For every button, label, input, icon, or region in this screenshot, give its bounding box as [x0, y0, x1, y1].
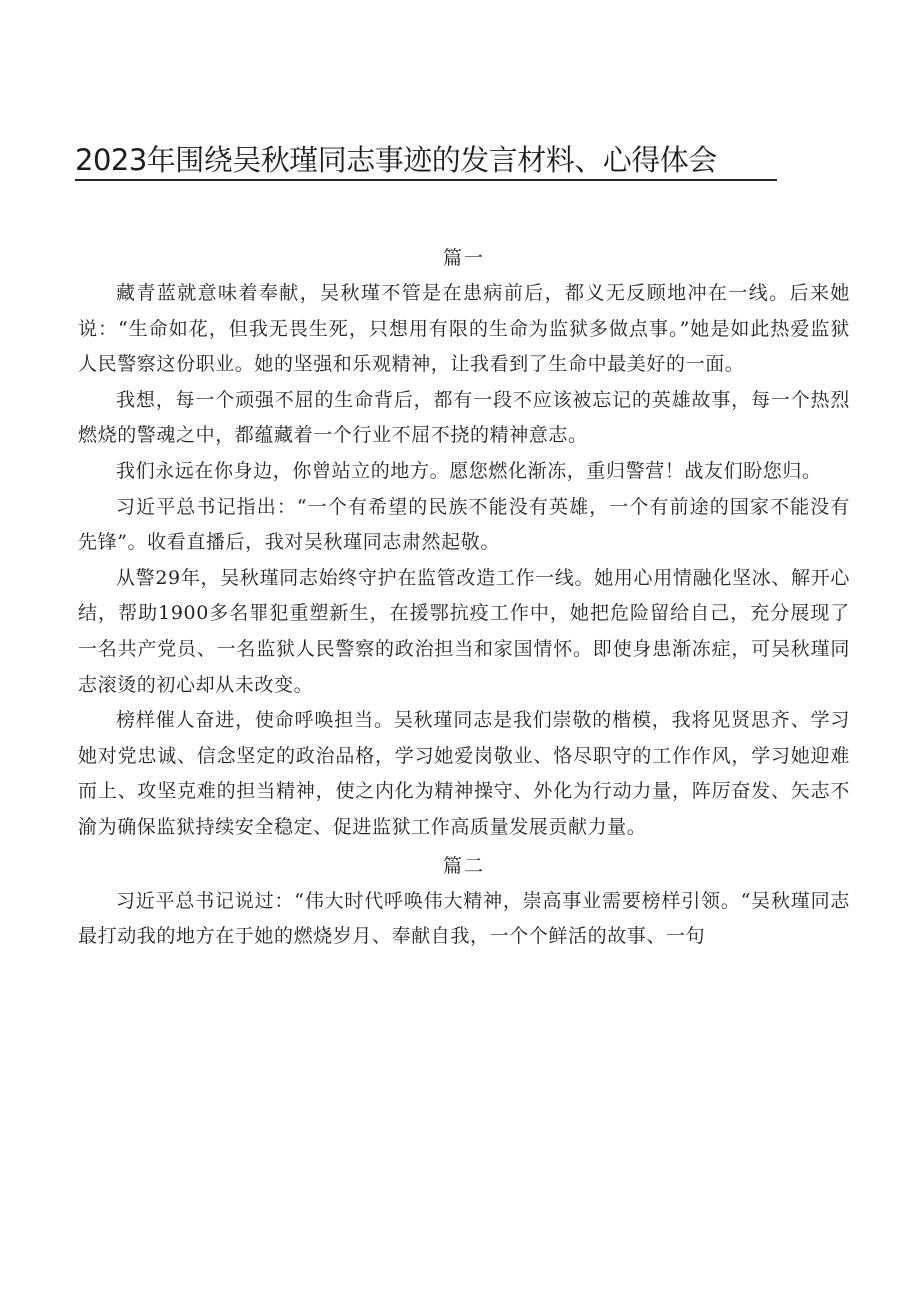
section-1	[78, 240, 850, 846]
paragraph: 从警29年，吴秋瑾同志始终守护在监管改造工作一线。她用心用情融化坚冰、解开心结，帮助1900多名罪犯重塑新生，在援鄂抗疫工作中，她把危险留给自己，充分展现了一名共产党员、一名监狱人民警察的政治担当和家国情怀。即使身患渐冻症，可吴秋瑾同志滚烫的初心却从未改变。	[78, 566, 850, 696]
document-body	[78, 240, 850, 955]
title-underline	[75, 179, 777, 181]
section-2	[78, 848, 850, 955]
paragraph: 我想，每一个顽强不屈的生命背后，都有一段不应该被忘记的英雄故事，每一个热烈燃烧的警魂之中，都蕴藏着一个行业不屈不挠的精神意志。	[78, 388, 850, 447]
paragraph: 藏青蓝就意味着奉献，吴秋瑾不管是在患病前后，都义无反顾地冲在一线。后来她说：“生命如花，但我无畏生死，只想用有限的生命为监狱多做点事。”她是如此热爱监狱人民警察这份职业。她的坚强和乐观精神，让我看到了生命中最美好的一面。	[78, 282, 850, 376]
section-heading: 篇一	[442, 247, 485, 269]
section-heading: 篇二	[442, 854, 485, 877]
paragraph: 我们永远在你身边，你曾站立的地方。愿您燃化渐冻，重归警营！战友们盼您归。	[116, 459, 822, 482]
paragraph: 榜样催人奋进，使命呼唤担当。吴秋瑾同志是我们崇敬的楷模，我将见贤思齐、学习她对党忠诚、信念坚定的政治品格，学习她爱岗敬业、恪尽职守的工作作风，学习她迎难而上、攻坚克难的担当精神，使之内化为精神操守、外化为行动力量，阵厉奋发、矢志不渝为确保监狱持续安全稳定、促进监狱工作高质量发展贡献力量。	[78, 709, 850, 838]
document-title: 2023年围绕吴秋瑾同志事迹的发言材料、心得体会	[75, 143, 717, 177]
paragraph: 习近平总书记指出：“一个有希望的民族不能没有英雄，一个有前途的国家不能没有先锋”。收看直播后，我对吴秋瑾同志肃然起敬。	[78, 495, 850, 554]
paragraph: 习近平总书记说过：“伟大时代呼唤伟大精神，崇高事业需要榜样引领。“吴秋瑾同志最打动我的地方在于她的燃烧岁月、奉献自我，一个个鲜活的故事、一句	[78, 889, 850, 948]
